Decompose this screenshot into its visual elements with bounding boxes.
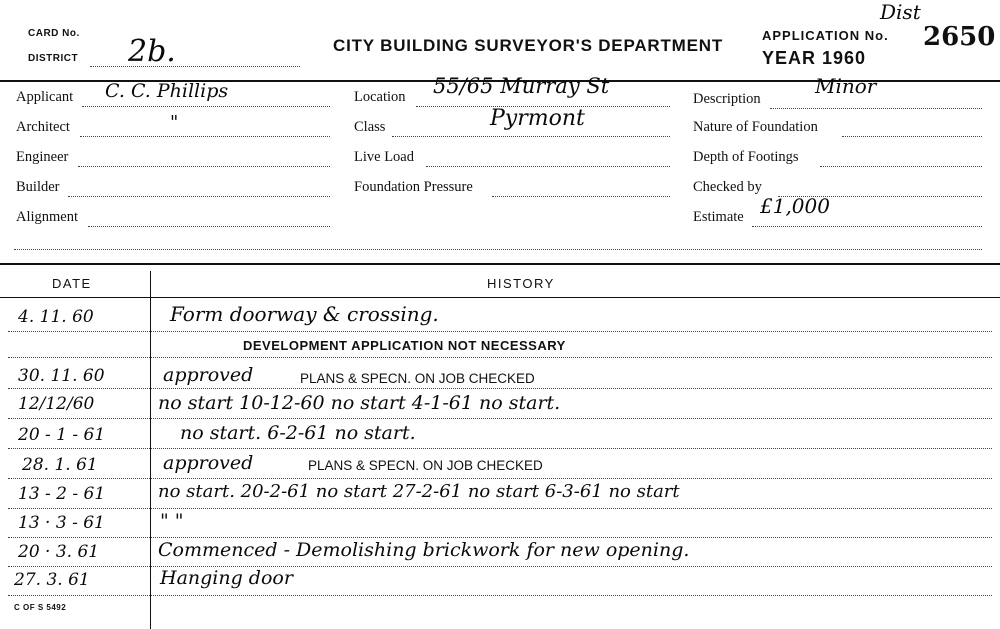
alignment-label: Alignment (16, 209, 79, 225)
district-value: 2b. (128, 34, 176, 69)
architect-label: Architect (16, 119, 70, 135)
alignment-line (88, 226, 330, 227)
estimate-label: Estimate (693, 209, 744, 225)
history-entry: no start. 20-2-61 no start 27-2-61 no start 6-3-61 no start (158, 481, 680, 502)
depth-of-footings-line (820, 166, 982, 167)
class-value: Pyrmont (490, 106, 585, 131)
history-entry: " " (160, 510, 184, 532)
history-top-rule (0, 263, 1000, 265)
row-line (8, 478, 992, 479)
history-entry: no start 10-12-60 no start 4-1-61 no start. (158, 392, 561, 414)
approved-note: approved (163, 364, 254, 386)
date-column-header: DATE (52, 276, 92, 291)
row-line (8, 508, 992, 509)
history-column-header: HISTORY (487, 276, 555, 291)
live-load-line (426, 166, 670, 167)
architect-line (80, 136, 330, 137)
row-line (8, 331, 992, 332)
year-label: YEAR 1960 (762, 48, 867, 68)
row-line (8, 566, 992, 567)
live-load-label: Live Load (354, 149, 414, 165)
row-line (8, 537, 992, 538)
class-label: Class (354, 119, 386, 135)
history-entry: no start. 6-2-61 no start. (180, 422, 416, 444)
row-line (8, 595, 992, 596)
foundation-pressure-label: Foundation Pressure (354, 179, 473, 195)
class-line (392, 136, 670, 137)
approved-note: approved (163, 452, 254, 474)
form-code: C OF S 5492 (14, 603, 67, 612)
row-line (8, 357, 992, 358)
history-date: 27. 3. 61 (14, 570, 90, 590)
application-number: 2650 (923, 22, 996, 52)
nature-of-foundation-line (842, 136, 982, 137)
department-title: CITY BUILDING SURVEYOR'S DEPARTMENT (333, 36, 724, 55)
history-date: 13 · 3 - 61 (18, 513, 105, 533)
plans-checked-stamp: PLANS & SPECN. ON JOB CHECKED (300, 371, 535, 386)
applicant-value: C. C. Phillips (105, 80, 229, 102)
plans-checked-stamp: PLANS & SPECN. ON JOB CHECKED (308, 458, 543, 473)
application-no-label: APPLICATION No. (762, 28, 889, 43)
location-label: Location (354, 89, 406, 105)
architect-value: " (170, 112, 179, 133)
description-value: Minor (815, 74, 877, 98)
history-date: 20 · 3. 61 (18, 542, 100, 562)
description-label: Description (693, 91, 761, 107)
date-column-divider (150, 271, 151, 629)
row-line (8, 448, 992, 449)
history-entry: Hanging door (160, 567, 293, 589)
history-date: 12/12/60 (18, 394, 95, 414)
foundation-pressure-line (492, 196, 670, 197)
depth-of-footings-label: Depth of Footings (693, 149, 799, 165)
history-entry: Commenced - Demolishing brickwork for new opening. (158, 539, 690, 561)
engineer-line (78, 166, 330, 167)
corner-note: Dist (880, 0, 921, 24)
row-line (8, 388, 992, 389)
builder-label: Builder (16, 179, 60, 195)
history-date: 30. 11. 60 (18, 366, 105, 386)
engineer-label: Engineer (16, 149, 69, 165)
history-date: 13 - 2 - 61 (18, 484, 106, 504)
applicant-line (82, 106, 330, 107)
history-date: 28. 1. 61 (22, 455, 98, 475)
row-line (8, 418, 992, 419)
district-line (90, 66, 300, 67)
estimate-line (752, 226, 982, 227)
applicant-label: Applicant (16, 89, 74, 105)
district-label: DISTRICT (28, 53, 79, 64)
history-date: 20 - 1 - 61 (18, 425, 106, 445)
estimate-value: £1,000 (760, 194, 830, 218)
history-entry: Form doorway & crossing. (170, 302, 439, 326)
history-date: 4. 11. 60 (18, 307, 94, 327)
form-bottom-dotted-rule (14, 249, 982, 250)
development-application-stamp: DEVELOPMENT APPLICATION NOT NECESSARY (243, 338, 566, 353)
builder-line (68, 196, 330, 197)
location-value: 55/65 Murray St (433, 74, 610, 98)
description-line (770, 108, 982, 109)
nature-of-foundation-label: Nature of Foundation (693, 119, 818, 135)
card-no-label: CARD No. (28, 28, 80, 39)
checked-by-label: Checked by (693, 179, 762, 195)
